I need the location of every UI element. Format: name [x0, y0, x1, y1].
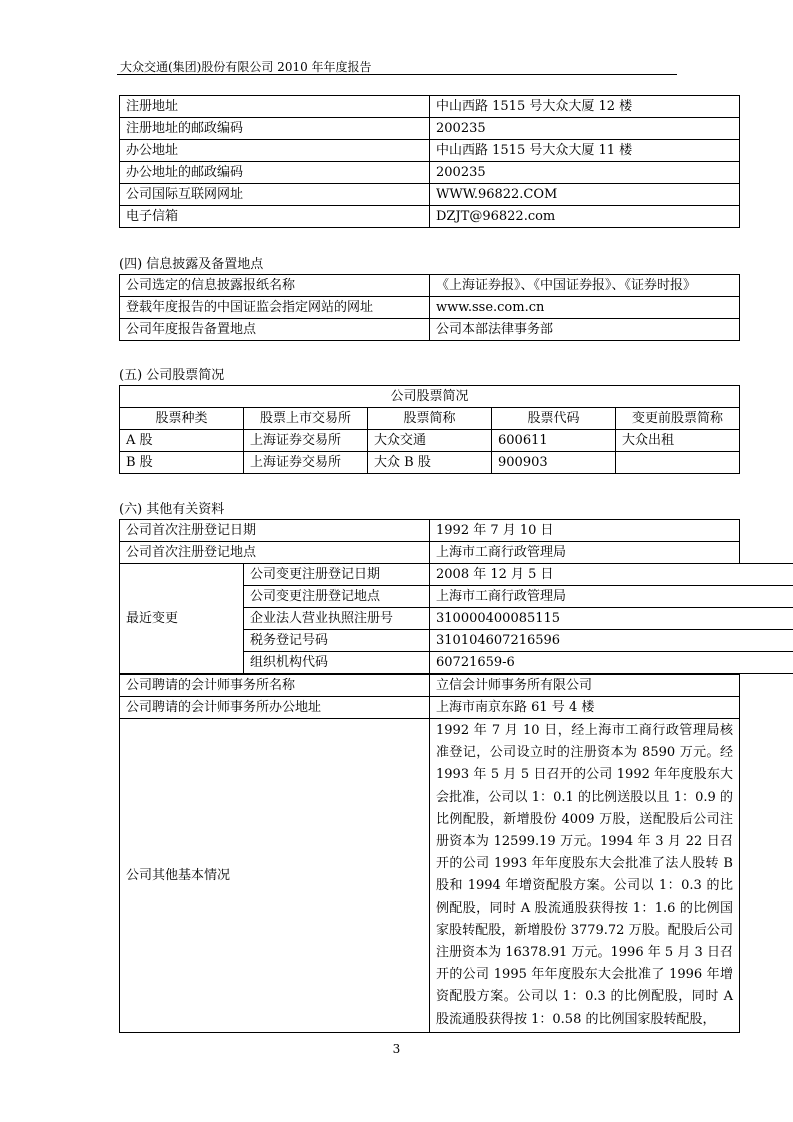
table-cell: 大众交通 [368, 430, 492, 452]
column-header: 股票简称 [368, 408, 492, 430]
table-row [120, 275, 740, 297]
table-row [120, 184, 740, 206]
accountant-addr-label: 公司聘请的会计师事务所办公地址 [120, 697, 430, 719]
table-cell [616, 452, 740, 474]
table-cell: 大众出租 [616, 430, 740, 452]
other-info-table [119, 519, 740, 564]
column-header: 股票代码 [492, 408, 616, 430]
stock-table [119, 385, 740, 474]
table-row [120, 452, 740, 474]
first-reg-place-label: 公司首次注册登记地点 [120, 542, 430, 564]
first-reg-date-value: 1992 年 7 月 10 日 [430, 520, 740, 542]
table-row [120, 675, 740, 697]
table-row [120, 719, 740, 1033]
table-cell: 900903 [492, 452, 616, 474]
table-row [120, 118, 740, 140]
change-item-value: 上海市工商行政管理局 [430, 586, 793, 608]
change-item-label: 企业法人营业执照注册号 [244, 608, 430, 630]
table-row [120, 430, 740, 452]
table-cell-value: 200235 [430, 162, 740, 184]
header-rule [117, 74, 677, 75]
table-row [120, 520, 740, 542]
accountant-addr-value: 上海市南京东路 61 号 4 楼 [430, 697, 740, 719]
table-row [120, 697, 740, 719]
table-cell-label: 公司选定的信息披露报纸名称 [120, 275, 430, 297]
table-row [120, 206, 740, 228]
accountant-table [119, 674, 740, 1033]
change-item-value: 2008 年 12 月 5 日 [430, 564, 793, 586]
recent-changes-table [119, 563, 793, 674]
table-cell-value: 《上海证券报》、《中国证券报》、《证券时报》 [430, 275, 740, 297]
table-row [120, 319, 740, 341]
change-item-label: 公司变更注册登记地点 [244, 586, 430, 608]
table-cell-label: 公司年度报告备置地点 [120, 319, 430, 341]
change-item-label: 税务登记号码 [244, 630, 430, 652]
table-cell-label: 办公地址 [120, 140, 430, 162]
change-item-value: 310104607216596 [430, 630, 793, 652]
accountant-name-label: 公司聘请的会计师事务所名称 [120, 675, 430, 697]
change-item-value: 310000400085115 [430, 608, 793, 630]
other-info-paragraph: 1992 年 7 月 10 日，经上海市工商行政管理局核准登记，公司设立时的注册资本为 8590 万元。经 1993 年 5 月 5 日召开的公司 1992 年年度股东大会批准，公司以 1：0.1 的比例送股以且 1：0.9 的比例配股，新增股份 4009 万股，送配股后公司注册资本为 12599.19 万元。1994 年 3 月 22 日召开的公司 1993 年年度股东大会批准了法人股转 B 股和 1994 年增资配股方案。公司以 1：0.3 的比例配股，同时 A 股流通股获得按 1：1.6 的比例国家股转配股，新增股份 3779.72 万股。配股后公司注册资本为 16378.91 万元。1996 年 5 月 3 日召开的公司 1995 年年度股东大会批准了 1996 年增资配股方案。公司以 1：0.3 的比例配股，同时 A 股流通股获得按 1：0.58 的比例国家股转配股， [430, 719, 740, 1033]
table-row [120, 542, 740, 564]
table-cell: 大众 B 股 [368, 452, 492, 474]
change-item-label: 组织机构代码 [244, 652, 430, 674]
table-cell-label: 电子信箱 [120, 206, 430, 228]
table-header-row [120, 408, 740, 430]
recent-change-label: 最近变更 [120, 564, 244, 674]
table-row [120, 564, 793, 586]
table-cell-label: 注册地址的邮政编码 [120, 118, 430, 140]
table-row [120, 140, 740, 162]
section-6-title: (六) 其他有关资料 [119, 502, 225, 517]
report-header-title: 大众交通(集团)股份有限公司 2010 年年度报告 [120, 60, 372, 74]
table-cell-value: WWW.96822.COM [430, 184, 740, 206]
page-number: 3 [392, 1042, 401, 1056]
column-header: 股票种类 [120, 408, 244, 430]
table-cell-label: 公司国际互联网网址 [120, 184, 430, 206]
table-cell: 上海证券交易所 [244, 430, 368, 452]
table-cell-value: 中山西路 1515 号大众大厦 11 楼 [430, 140, 740, 162]
table-cell-value: 200235 [430, 118, 740, 140]
table-cell: A 股 [120, 430, 244, 452]
table-cell-label: 注册地址 [120, 96, 430, 118]
change-item-label: 公司变更注册登记日期 [244, 564, 430, 586]
table-cell-value: 中山西路 1515 号大众大厦 12 楼 [430, 96, 740, 118]
stock-table-title: 公司股票简况 [120, 386, 740, 408]
table-row [120, 386, 740, 408]
disclosure-table [119, 274, 740, 341]
table-row [120, 297, 740, 319]
table-cell-value: DZJT@96822.com [430, 206, 740, 228]
section-5-title: (五) 公司股票简况 [119, 368, 225, 383]
table-cell-label: 办公地址的邮政编码 [120, 162, 430, 184]
section-4-title: (四) 信息披露及备置地点 [119, 257, 264, 272]
other-info-label: 公司其他基本情况 [120, 719, 430, 1033]
table-row [120, 96, 740, 118]
table-cell: B 股 [120, 452, 244, 474]
table-cell-value: www.sse.com.cn [430, 297, 740, 319]
contact-info-table [119, 95, 740, 228]
change-item-value: 60721659-6 [430, 652, 793, 674]
table-cell-value: 公司本部法律事务部 [430, 319, 740, 341]
first-reg-date-label: 公司首次注册登记日期 [120, 520, 430, 542]
column-header: 股票上市交易所 [244, 408, 368, 430]
column-header: 变更前股票简称 [616, 408, 740, 430]
first-reg-place-value: 上海市工商行政管理局 [430, 542, 740, 564]
table-cell: 上海证券交易所 [244, 452, 368, 474]
table-row [120, 162, 740, 184]
table-cell-label: 登载年度报告的中国证监会指定网站的网址 [120, 297, 430, 319]
table-cell: 600611 [492, 430, 616, 452]
accountant-name-value: 立信会计师事务所有限公司 [430, 675, 740, 697]
